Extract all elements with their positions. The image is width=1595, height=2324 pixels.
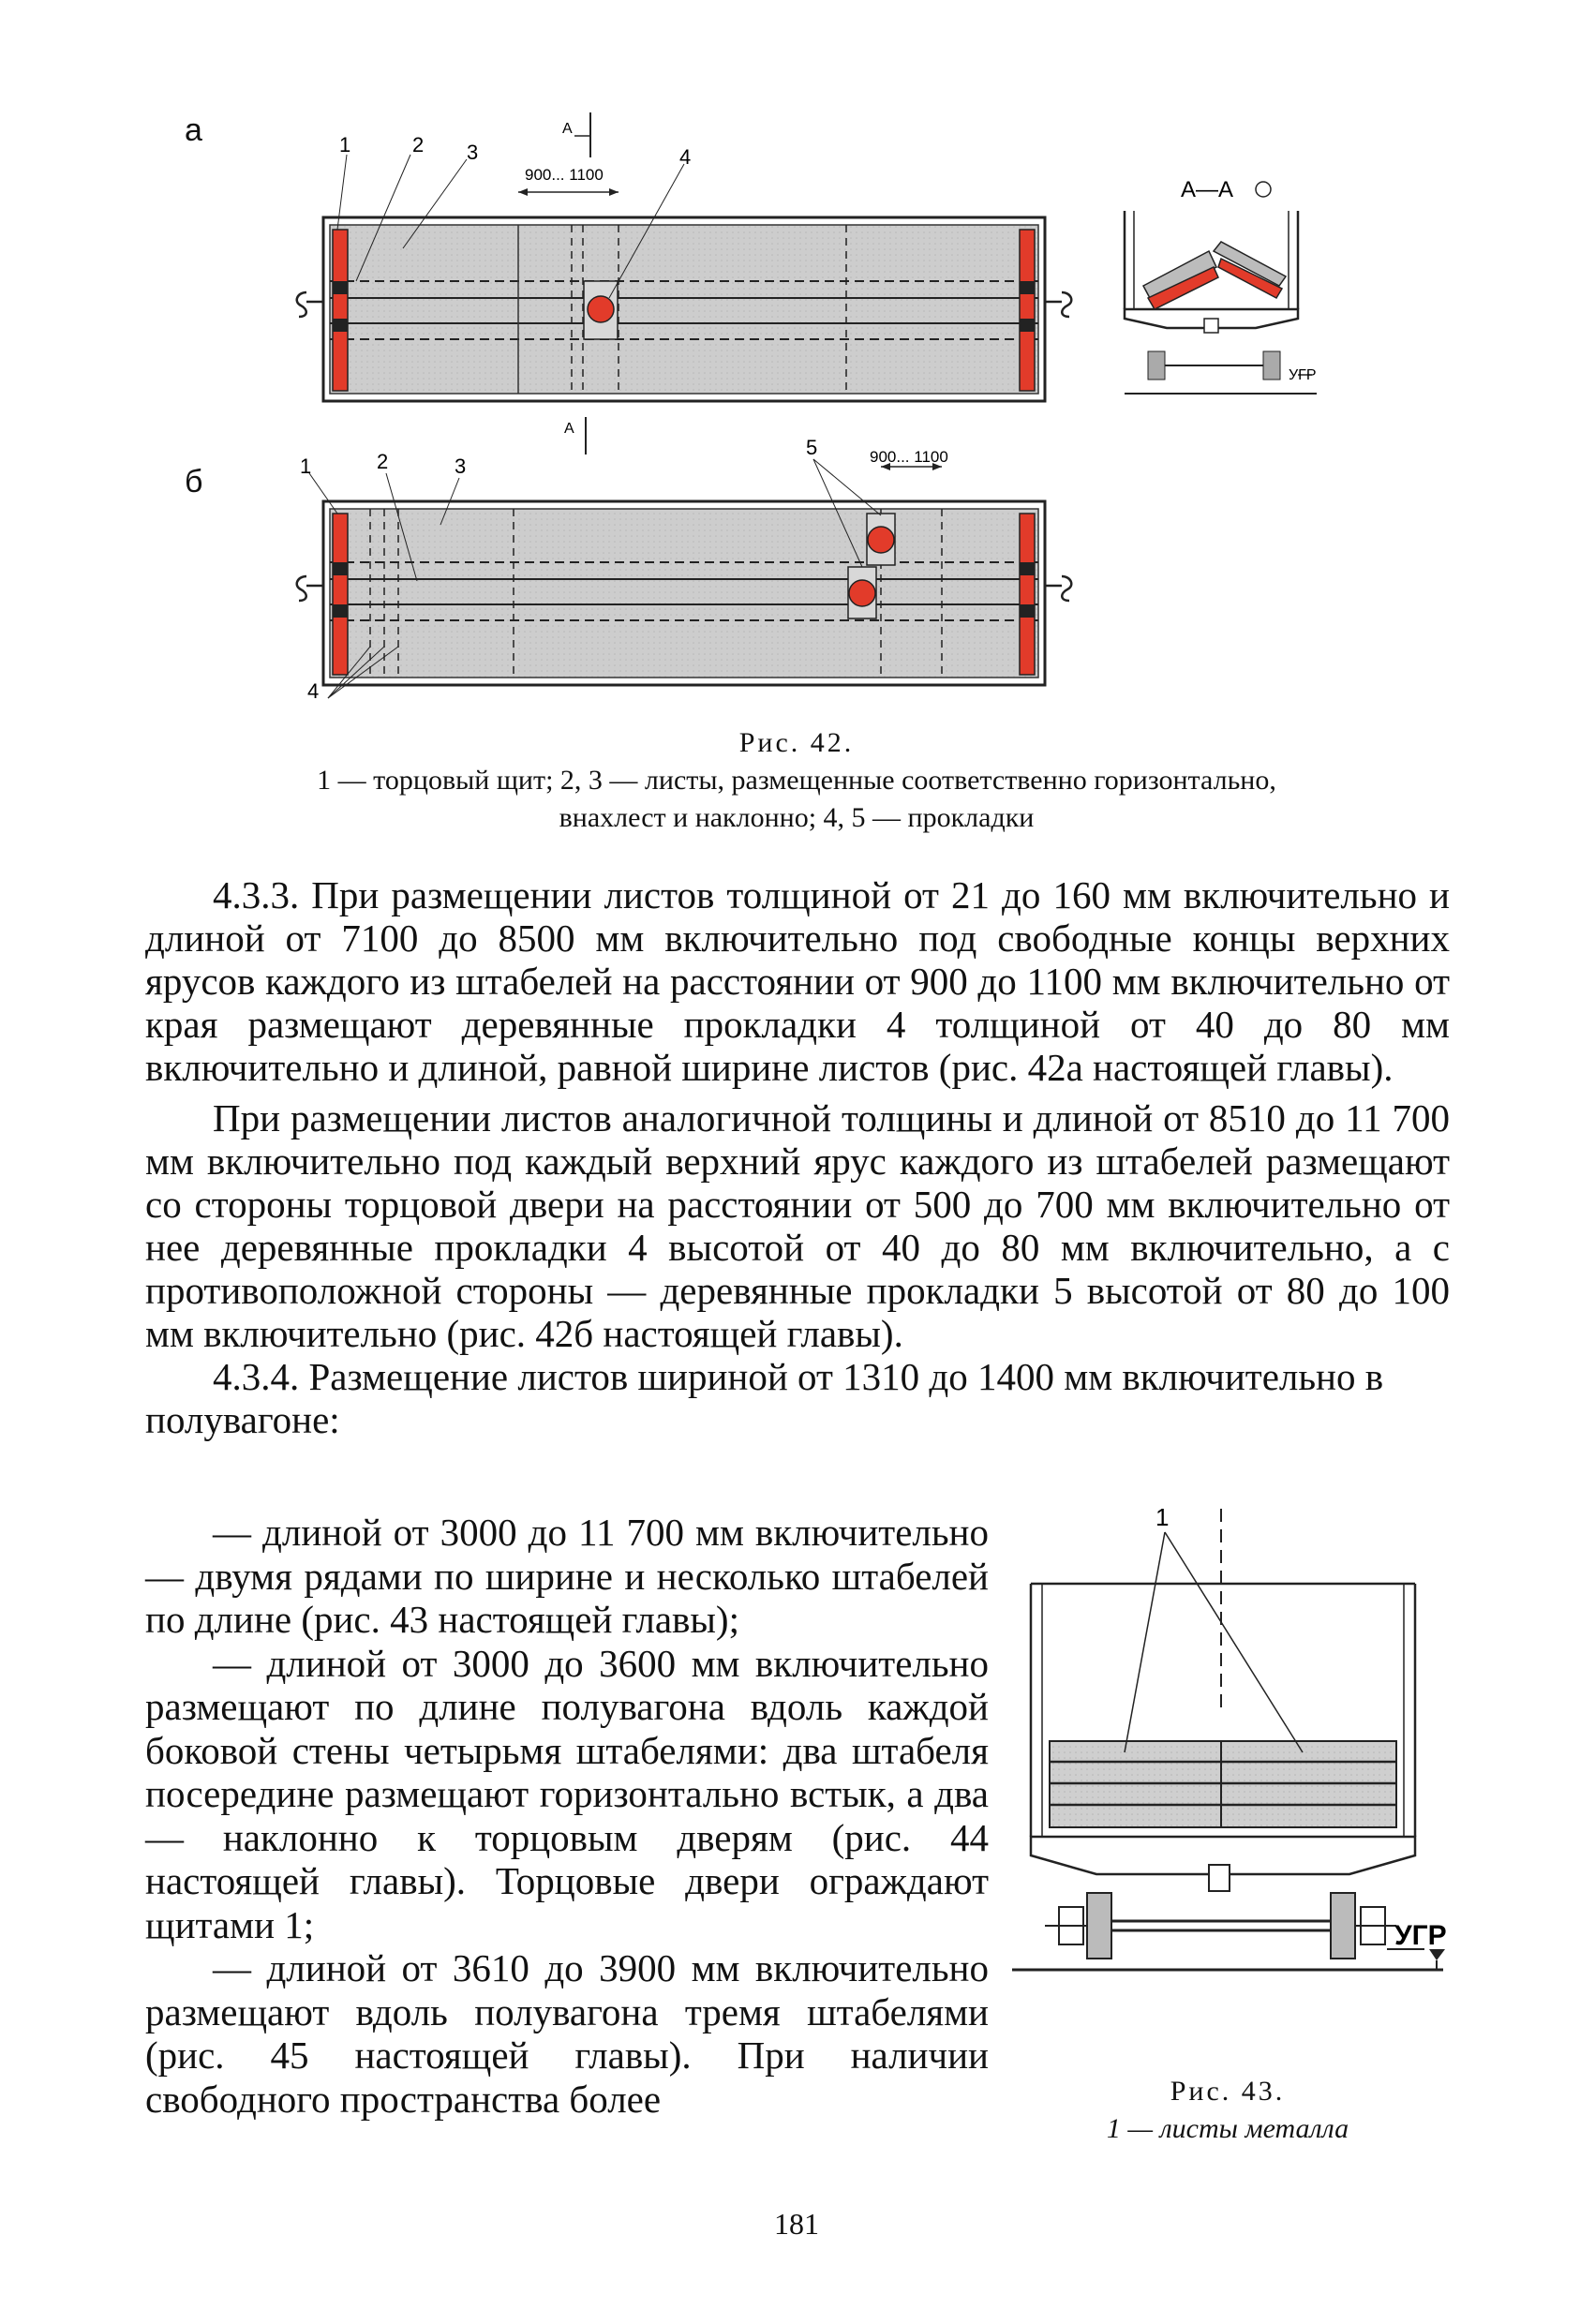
main-text-block [145,873,1450,1441]
figure-43-caption-title: Рис. 43. [1170,2076,1286,2107]
figure-43-callout-1: 1 [1155,1503,1170,1531]
ugr-label-42: УГР [1289,367,1317,383]
section-marker-b: А [564,421,574,437]
list-block [145,1511,989,2121]
section-a-a-view [1125,177,1317,394]
figure-42-caption-line1: 1 — торцовый щит; 2, 3 — листы, размещенные соответственно горизонтально, [317,765,1276,796]
page-number: 181 [774,2207,819,2241]
callout-4: 4 [679,145,692,169]
wagon-plan-b [297,417,1072,698]
figure-43-caption [1040,2073,1415,2148]
paragraph-4-3-4: 4.3.4. Размещение листов шириной от 1310 до 1400 мм включительно в полувагоне: [145,1355,1384,1441]
callout-b-2: 2 [377,450,389,473]
list-item-3: — длиной от 3610 до 3900 мм включительно размещают вдоль полувагона тремя штабелями (рис. 45 настоящей главы). При наличии свободного пространства более [145,1946,989,2121]
paragraph-4-3-3: 4.3.3. При размещении листов толщиной от 21 до 160 мм включительно и длиной от 7100 до 8500 мм включительно под свободные концы верхних ярусов каждого из штабелей на расстоянии от 900 до 1100 мм включительно от края размещают деревянные прокладки 4 толщиной от 40 до 80 мм включительно и длиной, равной ширине листов (рис. 42а настоящей главы). [145,873,1450,1089]
list-item-2: — длиной от 3000 до 3600 мм включительно размещают по длине полувагона вдоль каждой боковой стены четырьмя штабелями: два штабеля посередине размещают горизонтально встык, а два — наклонно к торцовым дверям (рис. 44 настоящей главы). Торцовые двери ограждают щитами 1; [145,1641,989,1946]
section-marker-a: А [562,121,573,137]
figure-42b-label: б [185,464,203,499]
figure-42-caption [187,724,1406,837]
callout-b-3: 3 [455,454,467,478]
paragraph-4-3-3-continued: При размещении листов аналогичной толщины и длиной от 8510 до 11 700 мм включительно под каждый верхний ярус каждого из штабелей размещают со стороны торцовой двери на расстоянии от 500 до 700 мм включительно от нее деревянные прокладки 4 высотой от 40 до 80 мм включительно, а с противоположной стороны — деревянные прокладки 5 высотой от 80 до 100 мм включительно (рис. 42б настоящей главы). [145,1096,1450,1355]
callout-1: 1 [339,133,351,156]
figure-43-drawing [1012,1481,1462,2034]
callout-b-5: 5 [806,436,818,459]
dimension-a: 900... 1100 [525,166,604,184]
callout-b-1: 1 [300,454,312,478]
figure-42a-callouts [339,121,691,184]
figure-42-caption-line2: внахлест и наклонно; 4, 5 — прокладки [559,802,1035,833]
callout-2: 2 [412,133,425,156]
list-item-1: — длиной от 3000 до 11 700 мм включительно — двумя рядами по ширине и несколько штабелей по длине (рис. 43 настоящей главы); [145,1511,989,1641]
callout-3: 3 [467,141,479,164]
figure-42a-label: а [185,112,202,148]
figure-43-caption-line: 1 — листы металла [1106,2113,1349,2144]
figure-42-drawing [0,0,1595,712]
ugr-label-43: УГР [1394,1920,1447,1951]
callout-b-4: 4 [307,679,320,703]
section-title: А—А [1181,177,1234,202]
figure-42-caption-title: Рис. 42. [738,727,855,758]
dimension-b: 900... 1100 [870,448,948,466]
